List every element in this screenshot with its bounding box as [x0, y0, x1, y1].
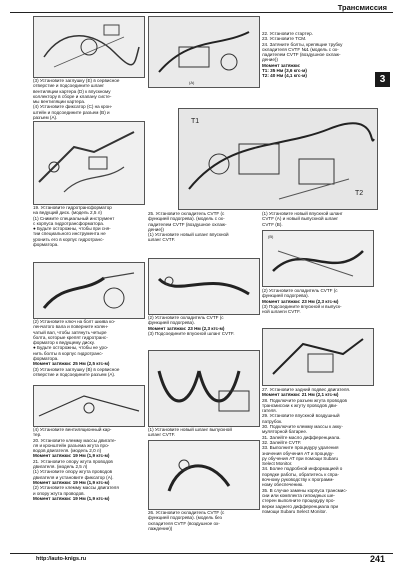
col2-torque-t1: T1: 35 Нм (3,6 кгс-м): [262, 68, 307, 74]
figure-connector: [33, 121, 145, 205]
col1-text-1: (3) Установите заглушку (Е) в сервисное отверстие и подсоедините шланг вентиляции картера (D) к впускному коллектору в сборе и клапану систе- мы вентиляции картера. (4) Установите фиксатор (С) на крон- штейн и подсоедините разъем (В) и разъем (А).: [33, 78, 120, 121]
col1-text-3: (2) Установите ключ на болт шкива ко- ленчатого вала и поверните колен- чатый вал, чтобы затянуть четыре болта, которые крепят гидротранс- форматор к ведущему диску. ● Будьте осторожны, чтобы не уро- нить болты в корпус гидротранс- форматора.: [33, 319, 116, 362]
section-title: Трансмиссия: [337, 3, 387, 12]
col1-torque-3: Момент затяжки: 19 Нм (1,9 кгс-м): [33, 479, 110, 485]
figure-cvtf-hose-2: [148, 440, 260, 510]
col1-text-4: (3) Установите заглушку (В) в сервисное отверстие и подсоедините разъем (А).: [33, 366, 120, 377]
col2-torque-t2: T2: 40 Нм (4,1 кгс-м): [262, 73, 307, 79]
figure-label-a: (А): [189, 80, 195, 85]
figure-engine-bay-small: [148, 16, 260, 88]
col2-text-1: 22. Установите стартер. 23. Установите TCM. 24. Затяните болты, крепящие трубку охладителя CVTF №1 (модель с ох- ладителем CVTF (воздушное охлаж- дение)): [262, 31, 343, 63]
col2-text-3: (2) Установите охладитель CVTF (с функцией подогрева).: [148, 315, 224, 326]
col3-text-1: (1) Установите новый впускной шланг CVTF (А) и новый выпускной шланг CVTF (В).: [262, 211, 343, 227]
figure-service-hole: [33, 385, 145, 427]
col1-text-2: 19. Установите гидротрансформатор на ведущий диск. (модель 2,5 л) (1) Снимите специальный инструмент с корпуса гидротрансформатора. ● Будьте осторожны, чтобы при сня- тии специального инструмента не уронить его в корпус гидротранс- форматора.: [33, 205, 115, 248]
svg-text:T1: T1: [191, 118, 200, 125]
col3-text-3: (3) Подсоедините впускной и выпуск- ной шланги CVTF.: [262, 303, 342, 315]
figure-engine-large: [178, 108, 378, 210]
col2-text-2: 25. Установите охладитель CVTF (с функцией подогрева). (модель с ох- ладителем CVTF (воздушное охлаж- дение)) (1) Установите новый шланг впускной шланг CVTF.: [148, 211, 229, 243]
figure-engine-top: [33, 16, 145, 78]
col2-text-5: (1) Установите новый шланг выпускной шланг CVTF.: [148, 427, 232, 438]
figure-torque-converter: [33, 262, 145, 319]
footer-url[interactable]: http://auto-knigs.ru: [36, 556, 87, 562]
col1-text-7: (2) Установите клемму массы двигателя и опору жгута проводов.: [33, 485, 119, 496]
col2-text-4: (3) Подсоедините впускной шланг CVTF.: [148, 330, 235, 336]
col1-torque-4: Момент затяжки: 19 Нм (1,9 кгс-м): [33, 495, 110, 501]
col1-torque-1: Момент затяжки: 25 Нм (2,5 кгс-м): [33, 361, 110, 367]
col3-text-4: 27. Установите задний подвес двигателя.: [262, 387, 351, 392]
svg-text:T2: T2: [355, 190, 364, 197]
page-header: [10, 4, 393, 13]
col2-torque-title: Момент затяжки:: [262, 62, 301, 68]
col3-text-5: 28. Подключите разъем жгута проводов трансмиссии к жгуту проводов дви- гателя. 29. Установите впускной воздушный патрубок. 30. Подключите клемму массы к акку- муляторной батарее. 31. Залейте масло дифференциала. 32. Залейте CVTF. 33. Выполните процедуру удаления значения обучения AT и процеду- ру обучения AT при помощи Subaru Select Monitor. 34. Более подробной информацией о порядке работы, обратитесь к спра- вочному руководству к программ- ному обеспечению. 35. В случае замены корпуса трансмис- сии или комплекта гипоидных ше- стерен выполните процедуру про- верки заднего дифференциала при помощи Subaru Select Monitor.: [262, 397, 348, 514]
figure-cvtf-cooler: [148, 350, 260, 427]
figure-cvtf-hose-1: [148, 258, 260, 315]
col2-torque-1: Момент затяжки: 23 Нм (2,3 кгс-м): [148, 325, 225, 331]
page-footer: [10, 553, 393, 564]
col1-text-5: (4) Установите вентиляционный кар- тер. 20. Установите клемму массы двигате- ля и кронштейн разъема жгута про- водов двигателя. (модель 2,0 л): [33, 427, 117, 454]
col1-text-6: 21. Установите опору жгута проводов двигателя. (модель 2,5 л) (1) Установите опору жгута проводов двигателя и установите фиксатор (А).: [33, 458, 114, 480]
col3-text-2: (2) Установите охладитель CVTF (с функцией подогрева).: [262, 288, 338, 299]
col3-torque-1: Момент затяжки: 23 Нм (2,3 кгс-м): [262, 298, 339, 304]
col1-torque-2: Момент затяжки: 19 Нм (1,9 кгс-м): [33, 453, 110, 459]
figure-label-b: (В): [268, 234, 274, 239]
chapter-tab: 3: [375, 72, 390, 87]
col3-torque-2: Момент затяжки: 21 Нм (2,1 кгс-м): [262, 392, 339, 398]
figure-cvtf-intake-outlet: [262, 230, 374, 287]
figure-rear-mount: [262, 328, 374, 386]
page-number: 241: [369, 554, 385, 564]
col2-text-6: 26. Установите охладитель CVTF (с функцией подогрева). (модель без охладителя CVTF (воздушное ох- лаждение)): [148, 510, 225, 531]
